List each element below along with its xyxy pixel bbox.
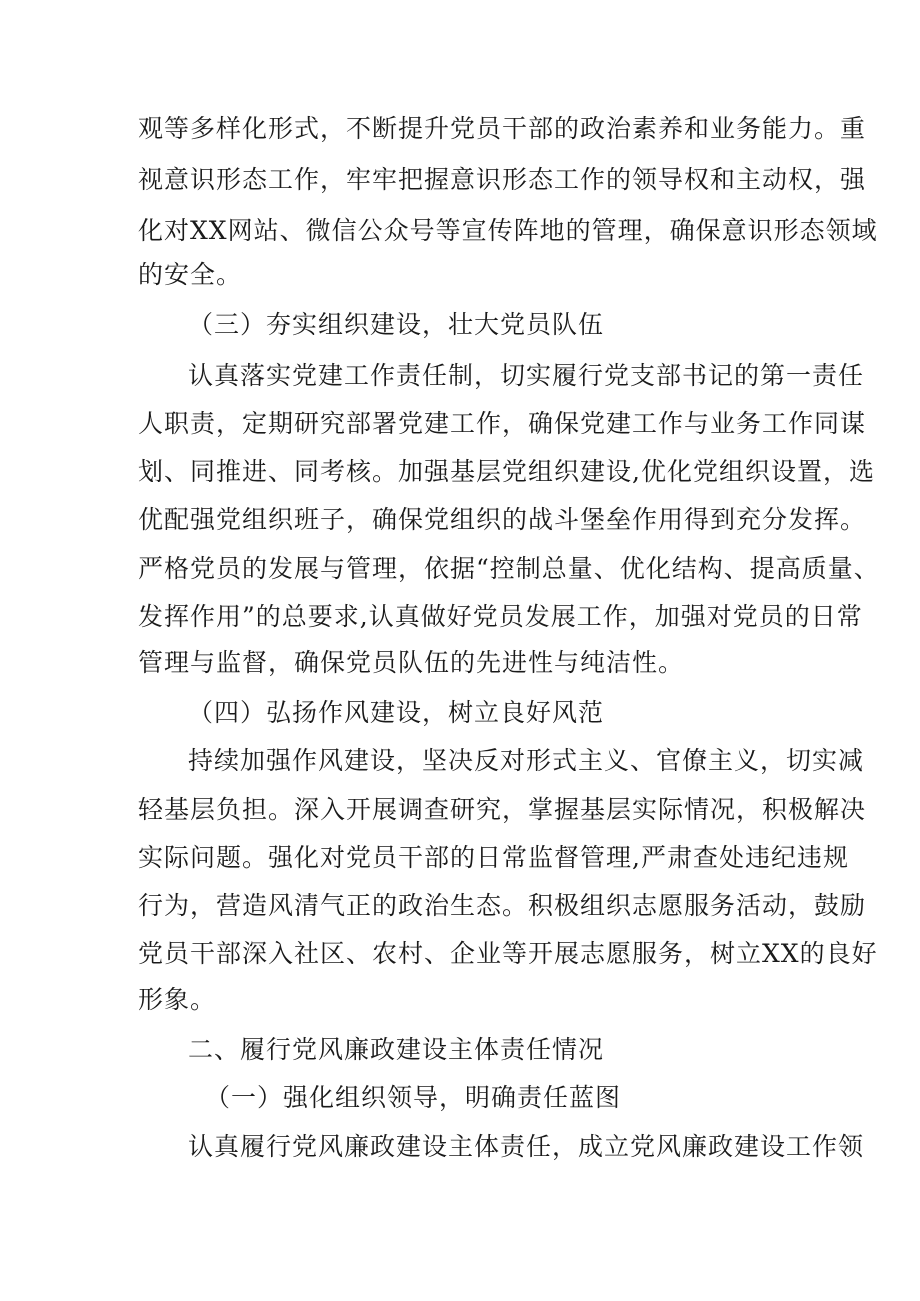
body-text-line: 视意识形态工作，牢牢把握意识形态工作的领导权和主动权，强 [138, 165, 867, 194]
body-text-line: 行为，营造风清气正的政治生态。积极组织志愿服务活动，鼓励 [138, 891, 867, 920]
body-text-line: 党员干部深入社区、农村、企业等开展志愿服务，树立XX的良好 [138, 939, 878, 968]
body-text-line: 化对XX网站、微信公众号等宣传阵地的管理，确保意识形态领域 [138, 216, 878, 245]
body-text-line: 发挥作用”的总要求,认真做好党员发展工作，加强对党员的日常 [138, 602, 863, 631]
section-heading-4: （四）弘扬作风建设，树立良好风范 [188, 698, 605, 727]
body-text-line: 实际问题。强化对党员干部的日常监督管理,严肃查处违纪违规 [138, 843, 849, 872]
section-heading-1: （一）强化组织领导，明确责任蓝图 [205, 1083, 622, 1112]
body-text-line: 人职责，定期研究部署党建工作，确保党建工作与业务工作同谋 [138, 409, 867, 438]
body-text-line: 严格党员的发展与管理，依据“控制总量、优化结构、提高质量、 [138, 554, 880, 583]
body-text-line: 认真落实党建工作责任制，切实履行党支部书记的第一责任 [188, 361, 865, 390]
body-text-line: 持续加强作风建设，坚决反对形式主义、官僚主义，切实减 [188, 746, 865, 775]
section-heading-3: （三）夯实组织建设，壮大党员队伍 [188, 310, 605, 339]
body-text-line: 轻基层负担。深入开展调查研究，掌握基层实际情况，积极解决 [138, 795, 867, 824]
body-text-line: 形象。 [138, 985, 217, 1014]
body-text-line: 的安全。 [138, 260, 243, 289]
body-text-line: 观等多样化形式，不断提升党员干部的政治素养和业务能力。重 [138, 114, 867, 143]
body-text-line: 管理与监督，确保党员队伍的先进性与纯洁性。 [138, 648, 685, 677]
body-text-line: 认真履行党风廉政建设主体责任，成立党风廉政建设工作领 [188, 1132, 865, 1161]
chapter-heading-2: 二、履行党风廉政建设主体责任情况 [188, 1035, 605, 1064]
body-text-line: 划、同推进、同考核。加强基层党组织建设,优化党组织设置，选 [138, 457, 875, 486]
body-text-line: 优配强党组织班子，确保党组织的战斗堡垒作用得到充分发挥。 [138, 505, 867, 534]
